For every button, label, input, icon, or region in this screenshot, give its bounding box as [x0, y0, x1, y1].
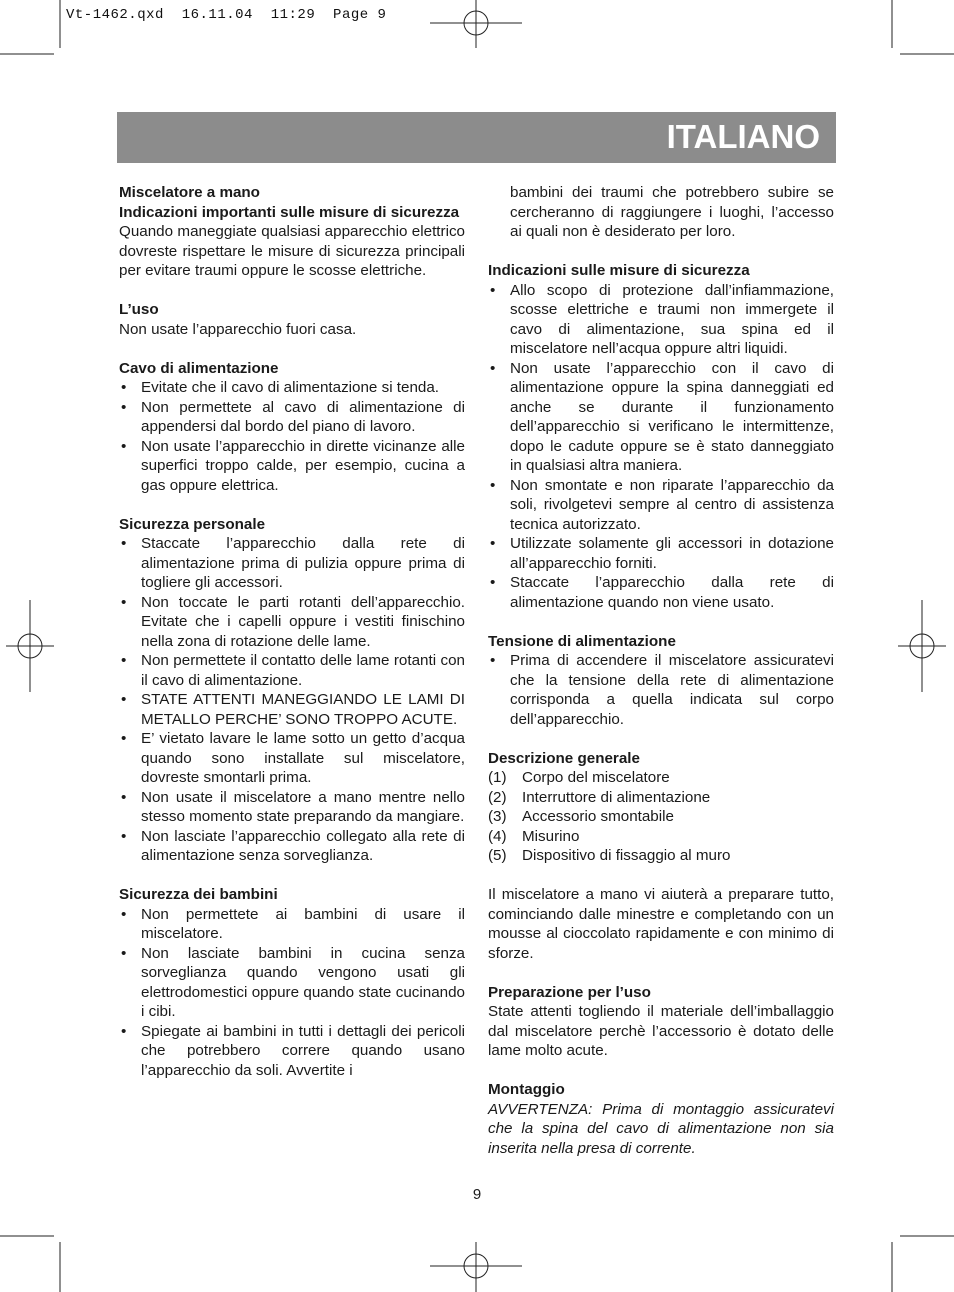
preparazione-heading: Preparazione per l’uso — [488, 983, 651, 1001]
cavo-list — [119, 378, 465, 495]
list-item: • Non permettete ai bambini di usare il miscelatore. — [121, 905, 465, 942]
list-item: • Spiegate ai bambini in tutti i dettagli dei pericoli che potrebbero correre quando usano l’apparecchio da soli. Avvertite i — [121, 1022, 465, 1079]
misure-list — [488, 281, 834, 613]
misure-heading: Indicazioni sulle misure di sicurezza — [488, 262, 750, 279]
list-item: • Non lasciate l’apparecchio collegato alla rete di alimentazione senza sorveglianza. — [121, 827, 465, 864]
list-item: • STATE ATTENTI MANEGGIANDO LE LAMI DI METALLO PERCHE’ SONO TROPPO ACUTE. — [121, 691, 465, 728]
list-item: • Non usate l’apparecchio con il cavo di alimentazione oppure la spina danneggiati ed anche se durante il funzionamento dell’apparecchio si verificano le intermittenze, dopo le cadute oppure se è stato danneggiato in qualsiasi altra maniera. — [490, 359, 834, 474]
descrizione-heading: Descrizione generale — [488, 749, 640, 767]
left-column — [119, 183, 465, 1080]
tensione-list — [488, 651, 834, 729]
language-banner — [117, 112, 836, 163]
list-item: • Non toccate le parti rotanti dell’apparecchio. Evitate che i capelli oppure i vestiti finischino nella zona di rotazione delle lame. — [121, 593, 465, 650]
personale-heading: Sicurezza personale — [119, 515, 266, 533]
preparazione-text: State attenti togliendo il materiale dell’imballaggio dal miscelatore perchè l’accessorio è dotato delle lame molto acute. — [488, 1003, 834, 1059]
continuation-text: bambini dei traumi che potrebbero subire se cercheranno di raggiungere i luoghi, l’accesso ai quali non è desiderato per loro. — [510, 184, 834, 240]
list-item: • Non usate l’apparecchio in dirette vicinanze alle superfici troppo calde, per esempio, cucina a gas oppure elettrica. — [121, 437, 465, 494]
list-item: • E’ vietato lavare le lame sotto un getto d’acqua quando sono installate sul miscelatore, dovreste smontarli prima. — [121, 730, 465, 786]
uso-text: Non usate l’apparecchio fuori casa. — [119, 320, 357, 338]
list-item: • Non smontate e non riparate l’apparecchio da soli, rivolgetevi sempre al centro di assistenza tecnica autorizzato. — [490, 476, 834, 533]
personale-list — [119, 534, 465, 866]
list-item: • Non lasciate bambini in cucina senza sorveglianza quando vengono usati gli elettrodomestici oppure quando state cucinando i cibi. — [121, 944, 465, 1020]
registration-mark-top — [430, 0, 522, 48]
bambini-heading: Sicurezza dei bambini — [119, 886, 278, 903]
section-title: Miscelatore a mano — [119, 184, 260, 201]
descrizione-paragraph: Il miscelatore a mano vi aiuterà a preparare tutto, cominciando dalle minestre e completando con un mousse al cioccolato rapidamente e con minimo di sforze. — [488, 886, 834, 962]
registration-mark-bottom — [430, 1242, 522, 1292]
list-item: • Non permettete al cavo di alimentazione di appendersi dal bordo del piano di lavoro. — [121, 398, 465, 435]
right-column — [488, 183, 834, 1158]
montaggio-heading: Montaggio — [488, 1081, 565, 1098]
file-slug-line: Vt-1462.qxd 16.11.04 11:29 Page 9 — [66, 7, 387, 23]
uso-heading: L’uso — [119, 301, 159, 318]
list-item: (1) Corpo del miscelatore — [488, 769, 670, 786]
registration-mark-left — [6, 600, 54, 692]
descrizione-list — [488, 768, 834, 866]
intro-paragraph: Quando maneggiate qualsiasi apparecchio elettrico dovreste rispettare le misure di sicurezza principali per evitare traumi oppure le scosse elettriche. — [119, 223, 465, 279]
list-item: • Prima di accendere il miscelatore assicuratevi che la tensione della rete di alimentazione corrisponda a quella indicata sul corpo dell’apparecchio. — [490, 652, 834, 728]
list-item: • Evitate che il cavo di alimentazione si tenda. — [121, 379, 440, 396]
list-item: • Allo scopo di protezione dall’infiammazione, scosse elettriche e traumi non immergete il cavo di alimentazione, sua spina ed il miscelatore nell’acqua oppure altri liquidi. — [490, 281, 834, 357]
tensione-heading: Tensione di alimentazione — [488, 632, 676, 650]
list-item: • Staccate l’apparecchio dalla rete di alimentazione quando non viene usato. — [490, 574, 834, 611]
cavo-heading: Cavo di alimentazione — [119, 359, 279, 377]
list-item: (5) Dispositivo di fissaggio al muro — [488, 847, 731, 864]
list-item: (2) Interruttore di alimentazione — [488, 788, 711, 806]
registration-mark-right — [898, 600, 946, 692]
bambini-list — [119, 905, 465, 1081]
montaggio-warning: AVVERTENZA: Prima di montaggio assicuratevi che la spina del cavo di alimentazione non sia inserita nella presa di corrente. — [488, 1100, 834, 1157]
list-item: • Utilizzate solamente gli accessori in dotazione all’apparecchio forniti. — [490, 535, 834, 572]
list-item: • Non permettete il contatto delle lame rotanti con il cavo di alimentazione. — [121, 652, 465, 689]
page-number: 9 — [472, 1186, 482, 1203]
safety-heading: Indicazioni importanti sulle misure di sicurezza — [119, 203, 460, 221]
list-item: • Non usate il miscelatore a mano mentre nello stesso momento state preparando da mangiare. — [121, 788, 465, 825]
list-item: (4) Misurino — [488, 827, 580, 845]
banner-title: ITALIANO — [666, 118, 820, 155]
list-item: (3) Accessorio smontabile — [488, 808, 674, 825]
list-item: • Staccate l’apparecchio dalla rete di alimentazione prima di pulizia oppure prima di togliere gli accessori. — [121, 535, 465, 591]
